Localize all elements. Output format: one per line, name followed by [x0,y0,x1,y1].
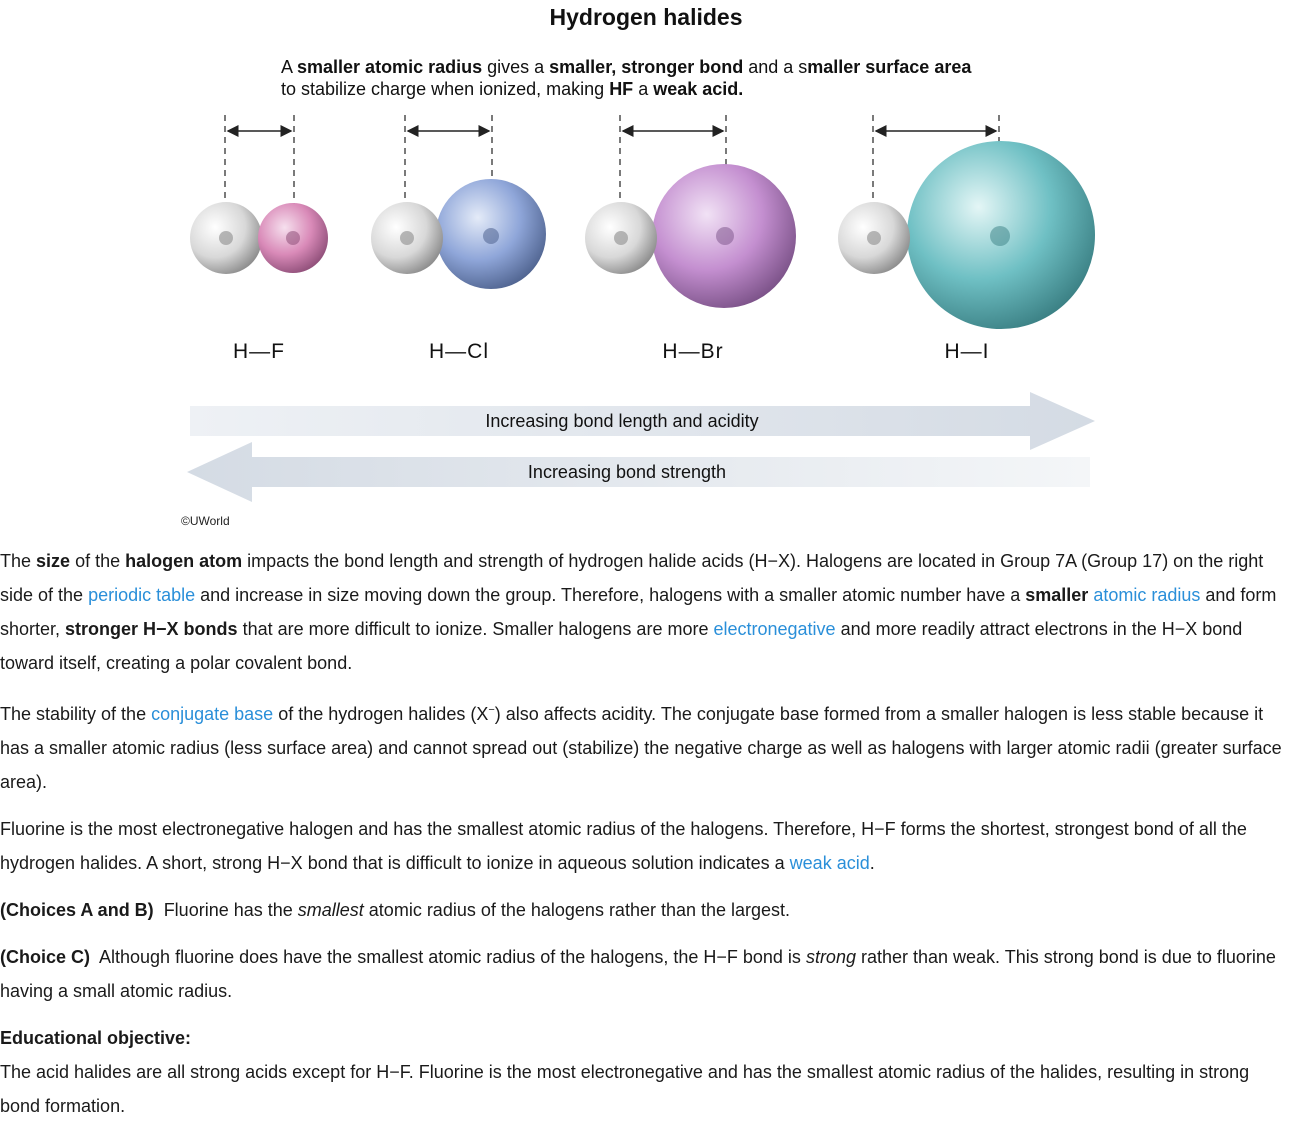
paragraph-choice-c: (Choice C) Although fluorine does have the smallest atomic radius of the halogens, the H−F bond is strong rather than weak. This strong bond is due to fluorine having a small atomic radius. [0,947,1276,1001]
paragraph-1: The size of the halogen atom impacts the bond length and strength of hydrogen halide acids (H−X). Halogens are located in Group 7A (Group 17) on the right side of the periodic table and increase in size moving down the group. Therefore, halogens with a smaller atomic number have a smaller atomic radius and form shorter, stronger H−X bonds that are more difficult to ionize. Smaller halogens are more electronegative and more readily attract electrons in the H−X bond toward itself, creating a polar covalent bond. [0,551,1277,673]
molecule-hi [838,115,1095,329]
link-electronegative[interactable]: electronegative [713,619,836,639]
molecule-hf [190,115,328,274]
explanation [0,544,1292,1136]
label-hbr: H—Br [662,340,724,363]
link-weak-acid[interactable]: weak acid [789,853,870,873]
figure [0,0,1292,540]
figure-caption: A smaller atomic radius gives a smaller, stronger bond and a smaller surface area to stabilize charge when ionized, making HF a weak acid. [281,57,972,99]
arrow-right-label: Increasing bond length and acidity [485,411,759,431]
objective-heading: Educational objective: [0,1028,192,1048]
label-hi: H—I [944,340,990,363]
molecule-hbr [585,115,796,308]
molecule-hcl [371,115,546,289]
copyright: ©UWorld [181,514,230,528]
paragraph-3: Fluorine is the most electronegative halogen and has the smallest atomic radius of the halogens. Therefore, H−F forms the shortest, strongest bond of all the hydrogen halides. A short, strong H−X bond that is difficult to ionize in aqueous solution indicates a weak acid. [0,819,1247,873]
arrow-left-label: Increasing bond strength [527,462,727,482]
figure-title: Hydrogen halides [549,4,743,30]
label-hcl: H—Cl [429,340,489,363]
paragraph-choices-a-b: (Choices A and B) Fluorine has the smallest atomic radius of the halogens rather than the largest. [0,900,791,920]
link-atomic-radius[interactable]: atomic radius [1093,585,1201,605]
label-hf: H—F [233,340,285,363]
link-conjugate-base[interactable]: conjugate base [151,704,274,724]
objective-text: The acid halides are all strong acids except for H−F. Fluorine is the most electronegative and has the smallest atomic radius of the halides, resulting in strong bond formation. [0,1062,1250,1116]
paragraph-2: The stability of the conjugate base of the hydrogen halides (X−) also affects acidity. The conjugate base formed from a smaller halogen is less stable because it has a smaller atomic radius (less surface area) and cannot spread out (stabilize) the negative charge as well as halogens with larger atomic radii (greater surface area). [0,704,1282,792]
link-periodic-table[interactable]: periodic table [88,585,196,605]
